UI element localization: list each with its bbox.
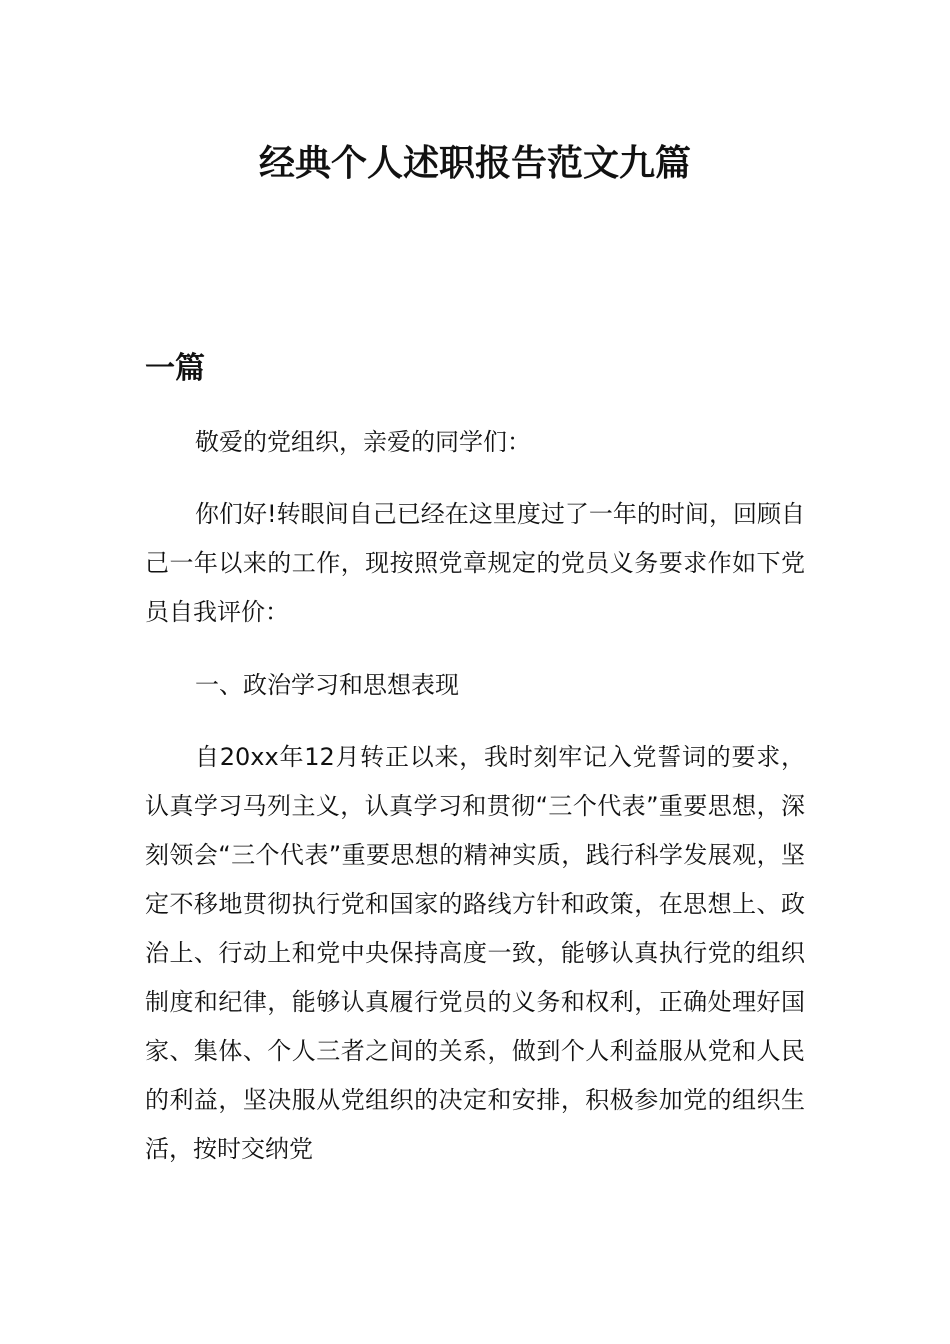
section-heading: 一篇 <box>145 351 205 386</box>
greeting-paragraph: 敬爱的党组织，亲爱的同学们： <box>195 428 531 456</box>
intro-paragraph: 你们好!转眼间自己已经在这里度过了一年的时间，回顾自己一年以来的工作，现按照党章规定的党员义务要求作如下党员自我评价： <box>145 500 805 626</box>
body-paragraph: 自20xx年12月转正以来，我时刻牢记入党誓词的要求，认真学习马列主义，认真学习和贯彻“三个代表”重要思想，深刻领会“三个代表”重要思想的精神实质，践行科学发展观，坚定不移地贯彻执行党和国家的路线方针和政策，在思想上、政治上、行动上和党中央保持高度一致，能够认真执行党的组织制度和纪律，能够认真履行党员的义务和权利，正确处理好国家、集体、个人三者之间的关系，做到个人利益服从党和人民的利益，坚决服从党组织的决定和安排，积极参加党的组织生活，按时交纳党 <box>145 743 805 1163</box>
subheading-paragraph: 一、政治学习和思想表现 <box>195 671 459 699</box>
document-title: 经典个人述职报告范文九篇 <box>258 143 691 184</box>
